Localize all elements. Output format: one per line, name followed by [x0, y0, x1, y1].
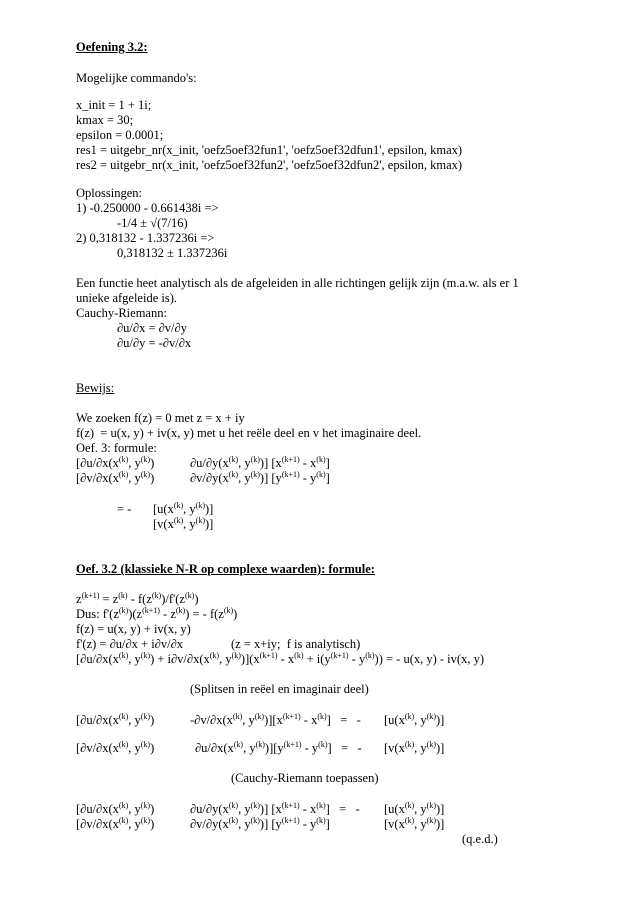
proof-title: Bewijs:: [76, 381, 115, 395]
equals-sign: = -: [117, 502, 132, 516]
matrix-row: [$v(x^{(k)}$, $y^{(k)}$)]: [153, 516, 214, 531]
code-line: x_init = 1 + 1i;: [76, 98, 152, 112]
page-title: Oefening 3.2:: [76, 40, 148, 54]
solutions-title: Oplossingen:: [76, 186, 142, 200]
proof-line: f(z) = u(x, y) + iv(x, y) met u het reële deel en v het imaginaire deel.: [76, 426, 422, 440]
code-line: res2 = uitgebr_nr(x_init, 'oefz5oef32fun2', 'oefz5oef32dfun2', epsilon, kmax): [76, 158, 463, 172]
matrix-row: [$\partial u/\partial x(x^{(k)}$, $y^{(k)}$): [76, 801, 155, 816]
matrix-row: [$u(x^{(k)}$, $y^{(k)}$)]: [384, 712, 445, 727]
qed: (q.e.d.): [462, 832, 498, 846]
matrix-row: [$v(x^{(k)}$, $y^{(k)}$)]: [384, 740, 445, 755]
note: (Splitsen in reëel en imaginair deel): [190, 682, 369, 696]
matrix-row: $\partial v/\partial y(x^{(k)}$, $y^{(k)}$)] $[y^{(k+1)} - y^{(k)}]$: [190, 470, 330, 485]
matrix-row: $\partial u/\partial y(x^{(k)}$, $y^{(k)}$)] $[x^{(k+1)} - x^{(k)}]$ = -: [190, 801, 360, 816]
matrix-row: [$\partial v/\partial x(x^{(k)}$, $y^{(k)}$): [76, 740, 155, 755]
nr-line: $z^{(k+1)} = z^{(k)} - f(z^{(k)})/f'(z^{(k)})$: [76, 591, 199, 606]
matrix-row: [$\partial u/\partial x(x^{(k)}$, $y^{(k)}$): [76, 455, 155, 470]
matrix-row: [$\partial v/\partial x(x^{(k)}$, $y^{(k)}$): [76, 470, 155, 485]
matrix-row: $\partial u/\partial x(x^{(k)}$, $y^{(k)})][y^{(k+1)} - y^{(k)}]$ = -: [195, 740, 362, 755]
solution-line: -1/4 ± √(7/16): [117, 216, 188, 230]
analytic-text: unieke afgeleide is).: [76, 291, 177, 305]
nr-line: (z = x+iy; f is analytisch): [231, 637, 361, 651]
code-line: res1 = uitgebr_nr(x_init, 'oefz5oef32fun1', 'oefz5oef32dfun1', epsilon, kmax): [76, 143, 463, 157]
matrix-row: [$v(x^{(k)}$, $y^{(k)}$)]: [384, 816, 445, 831]
matrix-row: [$u(x^{(k)}$, $y^{(k)}$)]: [384, 801, 445, 816]
nr-line: f(z) = u(x, y) + iv(x, y): [76, 622, 191, 636]
proof-line: We zoeken f(z) = 0 met z = x + iy: [76, 411, 245, 425]
section-heading: Oef. 3.2 (klassieke N-R op complexe waarden): formule:: [76, 562, 375, 576]
code-line: kmax = 30;: [76, 113, 134, 127]
matrix-row: $\partial v/\partial y(x^{(k)}$, $y^{(k)}$)] $[y^{(k+1)} - y^{(k)}]$: [190, 816, 330, 831]
nr-line: [$\partial u/\partial x(x^{(k)}$, $y^{(k)}) + i\partial v/\partial x(x^{(k)}$, $y^{(k)})](x^{(k+1)} - x^{(k)} + i(y^{(k+1)} - y^{(k)}))$ = - u(x, y) - iv(x, y): [76, 651, 484, 666]
matrix-row: [$\partial v/\partial x(x^{(k)}$, $y^{(k)}$): [76, 816, 155, 831]
matrix-row: [$\partial u/\partial x(x^{(k)}$, $y^{(k)}$): [76, 712, 155, 727]
cauchy-riemann-eq: ∂u/∂x = ∂v/∂y: [117, 321, 187, 335]
solution-line: 1) -0.250000 - 0.661438i =>: [76, 201, 219, 215]
commands-title: Mogelijke commando's:: [76, 71, 197, 85]
matrix-row: $-\partial v/\partial x(x^{(k)}$, $y^{(k)})][x^{(k+1)} - x^{(k)}]$ = -: [190, 712, 361, 727]
cauchy-riemann-eq: ∂u/∂y = -∂v/∂x: [117, 336, 192, 350]
code-line: epsilon = 0.0001;: [76, 128, 164, 142]
analytic-text: Een functie heet analytisch als de afgeleiden in alle richtingen gelijk zijn (m.a.w. als er 1: [76, 276, 519, 290]
nr-line: f'(z) = ∂u/∂x + i∂v/∂x: [76, 637, 184, 651]
note: (Cauchy-Riemann toepassen): [231, 771, 379, 785]
cauchy-riemann-title: Cauchy-Riemann:: [76, 306, 167, 320]
nr-line: Dus: $f'(z^{(k)})(z^{(k+1)} - z^{(k)})$ = - $f(z^{(k)})$: [76, 606, 238, 621]
solution-line: 0,318132 ± 1.337236i: [117, 246, 228, 260]
matrix-row: $\partial u/\partial y(x^{(k)}$, $y^{(k)}$)] $[x^{(k+1)} - x^{(k)}]$: [190, 455, 330, 470]
solution-line: 2) 0,318132 - 1.337236i =>: [76, 231, 215, 245]
matrix-row: [$u(x^{(k)}$, $y^{(k)}$)]: [153, 501, 214, 516]
proof-line: Oef. 3: formule:: [76, 441, 157, 455]
